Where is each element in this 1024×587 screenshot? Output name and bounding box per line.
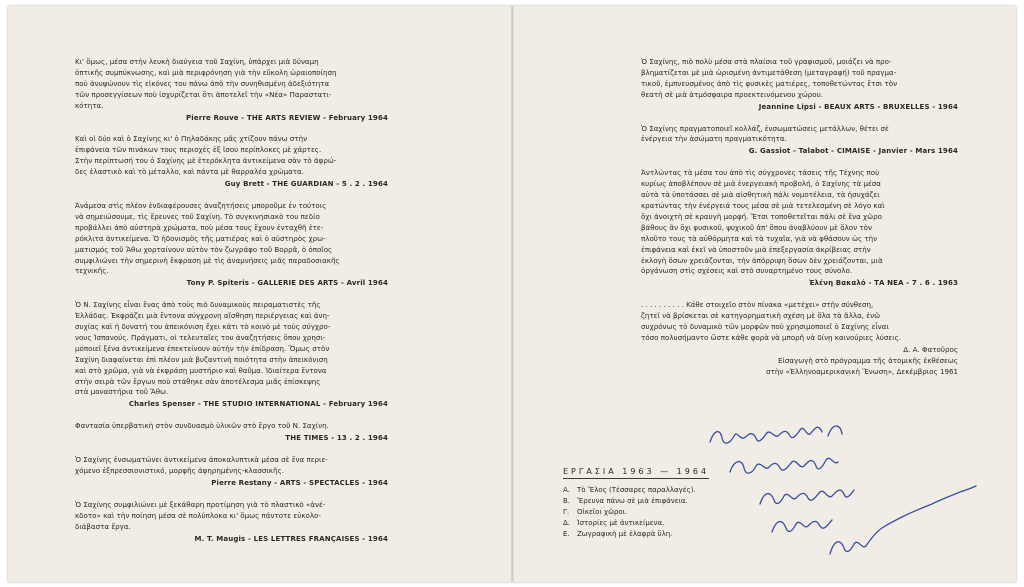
quote-source: Pierre Restany - ARTS - SPECTACLES - 1964 [211, 478, 388, 487]
works-item-text: Ζωγραφικὴ μὲ ἐλαφρὰ ὕλη. [577, 529, 673, 538]
review-quote [641, 300, 958, 344]
quote-line: ὀργάνωση στὶς σχέσεις καὶ στὸ συναρτημένο τους σύνολο. [641, 266, 853, 276]
quote-line: ἐπιφάνεια καὶ ἐκεῖ νὰ ὑποστοῦν μιὰ ἐπεξεργασία ἀκρίβειας στὴν [641, 244, 871, 254]
review-quote [75, 57, 388, 112]
quote-line: ἐπιφάνεια τῶν πινάκων τους περιοχὲς ἐξ ἴσου περίπλοκες μὲ χάρτες. [75, 145, 322, 155]
left-page [75, 57, 388, 555]
quote-line: κυρίως ἀποβλέπουν σὲ μιὰ ἐνεργειακὴ προβολή, ὁ Σαχίνης τὰ μέσα [641, 179, 881, 189]
review-quote [75, 500, 388, 533]
quote-line: βληματίζεται μὲ μιὰ ὡρισμένη ἀντιμετάθεση (μεταγραφή) τοῦ πραγμα- [641, 67, 897, 77]
quote-source: G. Gassiot - Talabot - CIMAISE - Janvier - Mars 1964 [748, 147, 958, 156]
works-item-text: Ἱστορίες μὲ ἀντικείμενα. [577, 518, 665, 527]
quote-line: Ὁ Σαχίνης ἐνσωματώνει ἀντικείμενα ἀποκαλυπτικὰ μέσα σὲ ἕνα περιε- [75, 455, 328, 465]
quote-line: βάθους ἂν ὄχι φυσικοῦ, ψυχικοῦ ἀπ' ὅπου ἀναβλύουν μὲ ὅλον τὸν [641, 222, 872, 232]
quote-line: Ὁ Ν. Σαχίνης εἶναι ἕνας ἀπὸ τοὺς πιὸ δυναμικοὺς πειραματιστὲς τῆς [75, 300, 321, 310]
closing-attribution [641, 345, 958, 378]
center-fold [511, 6, 514, 582]
quote-line: θεατὴ σὲ μιὰ ἀτμόσφαιρα προεκτεινόμενου χώρου. [641, 89, 823, 99]
quote-source: Pierre Rouve - THE ARTS REVIEW - February 1964 [186, 113, 388, 122]
closing-line1: Εἰσαγωγὴ στὸ πρόγραμμα τῆς ἀτομικῆς ἐκθέσεως [777, 355, 958, 365]
quote-line: Κι' ὅμως, μέσα στὴν λευκὴ διαύγεια τοῦ Σαχίνη, ὑπάρχει μιὰ δύναμη [75, 57, 319, 66]
quote-source: Jeannine Lipsi - BEAUX ARTS - BRUXELLES - 1964 [758, 102, 958, 111]
quote-line: κότητα. [75, 100, 104, 110]
quote-line: μοποιεῖ ξένα ἀντικείμενα ἐπεκτείνουν αὐτὴν τὴν ἐπίδραση. Ὅμως στὸν [75, 343, 330, 353]
quote-line: κρατώντας τὴν ἐνέργειά τους μέσα σὲ μιὰ τετελεσμένη σὲ λόγο καὶ [641, 200, 885, 210]
quote-line: καὶ στὸ χρῶμα, γιὰ νὰ ἐκφράσῃ μυστήριο καὶ θαῦμα. Ἰδιαίτερα ἔντονα [75, 365, 327, 375]
quote-line: Ἑλλάδας. Ἐκφράζει μιὰ ἔντονα σύγχρονη αἴσθηση περιέργειας καὶ ἀνη- [75, 311, 330, 321]
quote-source: THE TIMES - 13 . 2 . 1964 [285, 434, 388, 443]
handwritten-dedication [700, 410, 980, 560]
works-item-letter: Ε. [563, 529, 570, 538]
quote-line: διάβαστα ἔργα. [75, 521, 131, 531]
quote-line: ματισμός τοῦ Ἄθω χορταίνουν αὐτὸν τὸν ζωγράφο τοῦ Βορρᾶ, ὁ ὁποῖος [75, 244, 333, 254]
works-item-letter: Δ. [563, 518, 571, 527]
quote-line: Ὁ Σαχίνης πραγματοποιεῖ κολλάζ, ἐνσωματώσεις μετάλλων, θέτει σὲ [641, 123, 889, 133]
quote-line: στὴν σειρὰ τῶν ἔργων ποὺ στάθηκε σὰν ἀποτέλεσμα μιᾶς ἐπίσκεψης [75, 376, 321, 386]
right-page [641, 57, 958, 378]
review-quote [641, 124, 958, 146]
works-item-text: Τὸ Ἕλος (Τέσσαρες παραλλαγές). [577, 485, 696, 494]
quote-line: Στὴν περίπτωσή του ὁ Σαχίνης μὲ ἑτερόκλητα ἀντικείμενα σὰν τὸ ἀφρώ- [75, 156, 337, 166]
works-item-text: Ἔρευνα πάνω σὲ μιὰ ἐπιφάνεια. [577, 496, 688, 505]
quote-line: Ἀντλώντας τὰ μέσα του ἀπὸ τὶς σύγχρονες τάσεις τῆς Τέχνης ποὺ [641, 168, 880, 178]
quote-line: Ὁ Σαχίνης, πιὸ πολὺ μέσα στὰ πλαίσια τοῦ γραφισμοῦ, μοιάζει νὰ προ- [641, 57, 892, 66]
quote-line: ρόκλιτα ἀντικείμενα. Ὁ ἠδονισμὸς τῆς ματιέρας καὶ ὁ αὐστηρὸς χρω- [75, 233, 326, 243]
quote-line: προβάλλει ἀπὸ αὐστηρὰ χρώματα, ποὺ μέσα τους ἔχουν ἐνταχθῆ ἑτε- [75, 222, 324, 232]
quote-source: M. T. Maugis - LES LETTRES FRANÇAISES - 1964 [194, 534, 388, 543]
review-quote [75, 300, 388, 398]
quote-line: δες ἐλαστικὸ καὶ τὸ μέταλλο, καὶ πάντα μὲ θαρραλέα χρώματα. [75, 167, 304, 177]
quote-line: συμφιλιώνει τὴν σημερινὴ ἔκφραση μὲ τὶς ἀναμνήσεις μιᾶς παραδοσιακῆς [75, 255, 340, 265]
review-quote [75, 455, 388, 477]
quote-line: ὀπτικῆς συμπύκνωσης, καὶ μιὰ περιφρόνηση γιὰ τὴν εὔκολη ὡραιοποίηση [75, 67, 337, 77]
quote-line: τῶν προσεγγίσεων ποὺ ἰσχυρίζεται ὅτι ἀποτελεῖ τὴν «Νέα» Παραστατι- [75, 89, 332, 99]
quote-line: στὰ μοναστήρια τοῦ Ἄθω. [75, 387, 169, 397]
quote-line: ὄχι ἀνοιχτὴ σὲ κραυγὴ μορφή. Ἔτσι τοποθετεῖται πάλι σὲ ἕνα χῶρο [641, 211, 882, 221]
quote-line: Σαχίνη διαφαίνεται ἐπὶ πλέον μιὰ βυζαντινὴ ποιότητα στὴν ἀπεικόνιση [75, 354, 328, 364]
quote-line: ποὺ ἀνυψώνουν τὶς εἰκόνες του πάνω ἀπὸ τὴν συνηθισμένη ἀδεξιότητα [75, 78, 330, 88]
quote-source: Charles Spenser - THE STUDIO INTERNATIONAL - February 1964 [128, 400, 388, 409]
quote-line: Καὶ οἱ δύο καὶ ὁ Σαχίνης κι' ὁ Πηλαδάκης μᾶς χτίζουν πάνω στὴν [75, 134, 308, 144]
quote-line: τικοῦ, ἐμπνευσμένος ἀπὸ τὶς φυσικὲς ματιέρες, τοποθετώντας ἔτσι τὸν [641, 78, 898, 88]
quote-line: Ἀνάμεσα στὶς πλέον ἐνδιαφέρουσες ἀναζητήσεις μποροῦμε ἐν τούτοις [75, 200, 327, 210]
works-item-text: Οἰκεῖοι χῶροι. [577, 507, 628, 516]
quote-line: . . . . . . . . . . Κάθε στοιχεῖο στὸν πίνακα «μετέχει» στὴν σύνθεση, [641, 300, 874, 310]
quote-line: τεχνικῆς. [75, 266, 109, 276]
works-item-letter: Α. [563, 485, 571, 494]
review-quote [75, 421, 388, 432]
works-title: ΕΡΓΑΣΙΑ 1963 — 1964 [563, 467, 709, 479]
closing-line2: στὴν «Ἑλληνοαμερικανικὴ Ἕνωση», Δεκέμβριος 1961 [766, 366, 958, 376]
quote-line: πλοῦτο τους τὰ αὐθόρμητα καὶ τὰ τυχαῖα, γιὰ νὰ φθάσουν ὡς τὴν [641, 233, 878, 243]
quote-source: Ἑλένη Βακαλό - ΤΑ ΝΕΑ - 7 . 6 . 1963 [808, 279, 958, 288]
review-quote [641, 168, 958, 277]
quote-line: κδοτο» καὶ τὴν ποίηση μέσα σὲ πολύπλοκα κι' ὅμως πάντοτε εὐκολο- [75, 510, 321, 520]
quote-line: νους Ἱσπανούς. Πράγματι, οἱ τελευταῖες του ἀναζητήσεις ὅπου χρησι- [75, 332, 326, 342]
quote-source: Guy Brett - THE GUARDIAN - 5 . 2 . 1964 [224, 180, 388, 189]
quote-line: νὰ σημειώσουμε, τὶς ἔρευνες τοῦ Σαχίνη. Τὸ συγκινησιακὸ του πεδίο [75, 211, 320, 221]
closing-author: Δ. Α. Φατοῦρος [903, 344, 958, 354]
quote-line: Φαντασία ὑπερβατικὴ στὸν συνδυασμὸ ὑλικῶν στὸ ἔργο τοῦ Ν. Σαχίνη. [75, 421, 329, 431]
quote-line: χόμενο ἐξπρεσσιονιστικό, μορφῆς ἀφηρημένης-κλασσικῆς. [75, 466, 284, 475]
quote-source: Tony P. Spiteris - GALLERIE DES ARTS - Avril 1964 [186, 279, 388, 288]
quote-line: συχίας καὶ ἡ δυνατή του ἀπεικόνιση ἔχει κάτι τὸ κοινὸ μὲ τοὺς σύγχρο- [75, 322, 331, 332]
quote-line: Ὁ Σαχίνης συμφιλιώνει μὲ ξεκάθαρη προτίμηση γιὰ τὸ πλαστικὸ «ἀνέ- [75, 499, 326, 509]
review-quote [75, 134, 388, 178]
quote-line: συχρόνως τὸ δυναμικὸ τῶν μορφῶν ποὺ χρησιμοποιεῖ ὁ Σαχίνης εἶναι [641, 322, 889, 332]
review-quote [75, 201, 388, 277]
quote-line: ζητεῖ νὰ βρίσκεται σὲ κατηγορηματικὴ σχέση μὲ ὅλα τὰ ἄλλα, ἐνῶ [641, 311, 881, 321]
works-item-letter: Γ. [563, 507, 570, 516]
works-item-letter: Β. [563, 496, 571, 505]
review-quote [641, 57, 958, 101]
quote-line: τόσο πολυσήμαντο ὥστε κάθε φορὰ νὰ μπορῆ νὰ δίνῃ καινούριες λύσεις. [641, 332, 902, 342]
quote-line: ἐκλογὴ ὅσων χρειάζονται, τὴν ἀπόρριψη ὅσων δὲν χρειάζονται, μιὰ [641, 255, 883, 265]
quote-line: ἐνέργεια τὴν ἀσώματη πραγματικότητα. [641, 134, 787, 144]
quote-line: αὐτὰ τὰ ὑποτάσσει σὲ μιὰ αἰσθητικὴ πάλι νομοτέλεια, τὰ ἡσυχάζει [641, 190, 880, 200]
